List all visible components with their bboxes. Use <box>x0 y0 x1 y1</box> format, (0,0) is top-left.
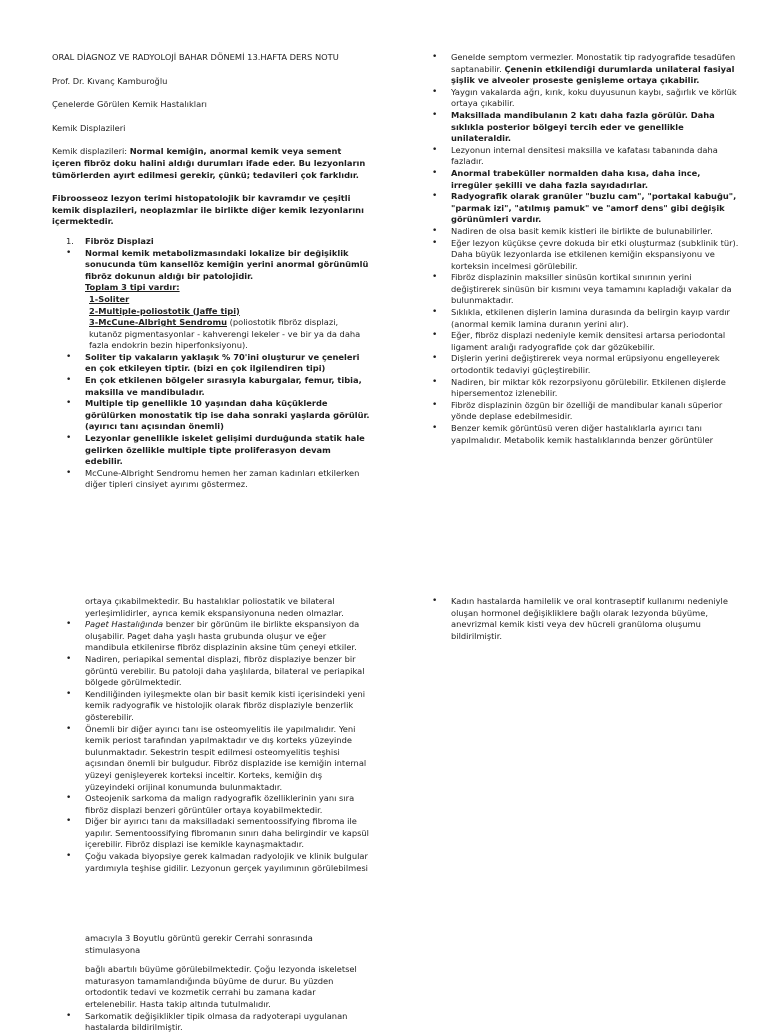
list-item: • Diğer bir ayırıcı tanı da maksilladaki sementoossifying fibroma ile yapılır. Sementoossifying fibromanın sınırı daha belirgindir ve kapsül içerebilir. Fibröz displazi ise kemikle kaynaşmaktadır. <box>52 816 370 851</box>
list-item: • Benzer kemik görüntüsü veren diğer hastalıklarla ayırıcı tanı yapılmalıdır. Metabolik kemik hastalıklarında benzer görüntüler <box>418 423 740 446</box>
list-item: • Nadiren, bir miktar kök rezorpsiyonu görülebilir. Etkilenen dişlerde hipersementoz izlenebilir. <box>418 377 740 400</box>
list-item: • Genelde semptom vermezler. Monostatik tip radyografide tesadüfen saptanabilir. Çenenin etkilendiği durumlarda unilateral fasiyal şişlik ve alveoler proseste genişleme ortaya çıkabilir. <box>418 52 740 87</box>
bottom-left-column <box>52 596 370 874</box>
list-item: • Kendiliğinden iyileşmekte olan bir basit kemik kisti içerisindeki yeni kemik radyografik ve histolojik olarak fibröz displaziyle benzerlik gösterebilir. <box>52 689 370 724</box>
list-item: • Maksillada mandibulanın 2 katı daha fazla görülür. Daha sıklıkla posterior bölgeyi tercih eder ve genellikle unilateraldir. <box>418 110 740 145</box>
list-item: • Eğer lezyon küçükse çevre dokuda bir etki oluşturmaz (subklinik tür). Daha büyük lezyonlarda ise etkilenen kemiğin ekspansiyonu ve korteksin incelmesi görülebilir. <box>418 238 740 273</box>
bottom-left-continuation <box>52 933 370 1034</box>
continued-line: amacıyla 3 Boyutlu görüntü gerekir Cerrahi sonrasında stimulasyona <box>85 933 313 955</box>
list-item: • Lezyonun internal densitesi maksilla ve kafatası tabanında daha fazladır. <box>418 145 740 168</box>
document-title: ORAL DİAGNOZ VE RADYOLOJİ BAHAR DÖNEMİ 13.HAFTA DERS NOTU <box>52 52 339 62</box>
list-item: • Multiple tip genellikle 10 yaşından daha küçüklerde görülürken monostatik tip ise daha sonraki yaşlarda görülür. (ayırıcı tanı açısından önemli) <box>52 398 370 433</box>
type-3: 3-McCune-Albright Sendromu (poliostotik fibröz displazi, kutanöz pigmentasyonlar - kahverengi lekeler - ve bir ya da daha fazla endokrin bezin hiperfonksiyonu). <box>89 317 361 351</box>
numbered-heading: 1. Fibröz Displazi <box>66 235 154 246</box>
fibroosseous-paragraph: Fibroosseoz lezyon terimi histopatolojik bir kavramdır ve çeşitli kemik displazileri, neoplazmlar ile birlikte diğer kemik lezyonlarını içermektedir. <box>52 193 364 227</box>
list-item: • Kadın hastalarda hamilelik ve oral kontraseptif kullanımı nedeniyle oluşan hormonel değişikliklere bağlı olarak lezyonda büyüme, anevrizmal kemik kisti veya dev hücreli granüloma oluşumu bildirilmiştir. <box>418 596 740 642</box>
continued-paragraph: bağlı abartılı büyüme görülebilmektedir. Çoğu lezyonda iskeletsel maturasyon tamamlandığında büyüme de durur. Bu yüzden ortodontik tedavi ve kozmetik cerrahi bu zamana kadar ertelenebilir. Hasta takip altında tutulmalıdır. <box>85 964 357 1009</box>
list-item: • Soliter tip vakaların yaklaşık % 70'ini oluşturur ve çeneleri en çok etkileyen tiptir. (bizi en çok ilgilendiren tipi) <box>52 352 370 375</box>
continued-text: ortaya çıkabilmektedir. Bu hastalıklar poliostatik ve bilateral yerleşimlidirler, ayrıca kemik ekspansiyonuna neden olmazlar. <box>85 596 344 618</box>
type-1: 1-Soliter <box>89 293 130 304</box>
list-item: • Fibröz displazinin maksiller sinüsün kortikal sınırının yerini değiştirerek sinüsün bir kısmını veya tamamını kapladığı vakalar da bulunmaktadır. <box>418 272 740 307</box>
list-item: • Yaygın vakalarda ağrı, kırık, koku duyusunun kaybı, sağırlık ve körlük ortaya çıkabilir. <box>418 87 740 110</box>
list-item: • Osteojenik sarkoma da malign radyografik özelliklerinin yanı sıra fibröz displazi benzeri görüntüler ortaya koyabilmektedir. <box>52 793 370 816</box>
list-item: • Normal kemik metabolizmasındaki lokalize bir değişiklik sonucunda tüm kansellöz kemiğin yerini anormal görünümlü fibröz dokunun aldığı bir patolojidir. <box>52 248 370 283</box>
list-item: • Eğer, fibröz displazi nedeniyle kemik densitesi artarsa periodontal ligament aralığı radyografide çok dar gözükebilir. <box>418 330 740 353</box>
list-item: • Fibröz displazinin özgün bir özelliği de mandibular kanalı süperior yönde deplase edebilmesidir. <box>418 400 740 423</box>
list-item: • Çoğu vakada biyopsiye gerek kalmadan radyolojik ve klinik bulgular yardımıyla teşhise gidilir. Lezyonun gerçek yayılımının görülebilmesi <box>52 851 370 874</box>
list-item: • Radyografik olarak granüler "buzlu cam", "portakal kabuğu", "parmak izi", "atılmış pamuk" ve "amorf dens" gibi değişik görünümleri vardır. <box>418 191 740 226</box>
list-item: • Paget Hastalığında benzer bir görünüm ile birlikte ekspansiyon da oluşabilir. Paget daha yaşlı hasta grubunda oluşur ve eğer mandibula etkilenirse fibröz displazinin aksine tüm çeneyi etkiler. <box>52 619 370 654</box>
list-item: • Sıklıkla, etkilenen dişlerin lamina durasında da belirgin kayıp vardır (anormal kemik lamina duranın yerini alır). <box>418 307 740 330</box>
types-heading: Toplam 3 tipi vardır: <box>85 282 180 293</box>
list-item: • Lezyonlar genellikle iskelet gelişimi durduğunda statik hale gelirken özellikle multiple tipte proliferasyon devam edebilir. <box>52 433 370 468</box>
topic: Çenelerde Görülen Kemik Hastalıkları <box>52 99 207 110</box>
list-item: • McCune-Albright Sendromu hemen her zaman kadınları etkilerken diğer tipleri cinsiyet ayırımı göstermez. <box>52 468 370 491</box>
bottom-right-column <box>418 596 740 642</box>
subtopic: Kemik Displazileri <box>52 122 126 133</box>
intro-paragraph: Kemik displazileri: Normal kemiğin, anormal kemik veya sement içeren fibröz doku halini aldığı durumları ifade eder. Bu lezyonların tümörlerden ayırt edilmesi gerekir, çünkü; tedavileri çok farklıdır. <box>52 146 366 180</box>
list-item: • Nadiren, periapikal semental displazi, fibröz displaziye benzer bir görüntü verebilir. Bu patoloji daha yaşlılarda, bilateral ve periapikal bölgede görülmektedir. <box>52 654 370 689</box>
list-item: • Anormal trabeküller normalden daha kısa, daha ince, irregüler şekilli ve daha fazla sayıdadırlar. <box>418 168 740 191</box>
list-item: • Dişlerin yerini değiştirerek veya normal erüpsiyonu engelleyerek ortodontik tedaviyi güçleştirebilir. <box>418 353 740 376</box>
list-item: • En çok etkilenen bölgeler sırasıyla kaburgalar, femur, tibia, maksilla ve mandibuladır. <box>52 375 370 398</box>
author: Prof. Dr. Kıvanç Kamburoğlu <box>52 75 168 86</box>
type-2: 2-Multiple-poliostotik (Jaffe tipi) <box>89 305 240 316</box>
top-left-column <box>52 52 370 491</box>
list-item: • Nadiren de olsa basit kemik kistleri ile birlikte de bulunabilirler. <box>418 226 740 238</box>
top-right-column <box>418 52 740 446</box>
list-item: • Önemli bir diğer ayırıcı tanı ise osteomyelitis ile yapılmalıdır. Yeni kemik periost tarafından yapılmaktadır ve dış korteks yüzeyinde bulunmaktadır. Sekestrin tespit edilmesi osteomyelitis teşhisi açısından önemli bir bulgudur. Fibröz displazide ise kemiğin internal yüzeyi genişleyerek korteksi inceltir. Korteks, kemiğin dış yüzeyindeki orijinal konumunda bulunmaktadır. <box>52 724 370 794</box>
list-item: • Sarkomatik değişiklikler tipik olmasa da radyoterapi uygulanan hastalarda bildirilmiştir. <box>52 1011 370 1034</box>
